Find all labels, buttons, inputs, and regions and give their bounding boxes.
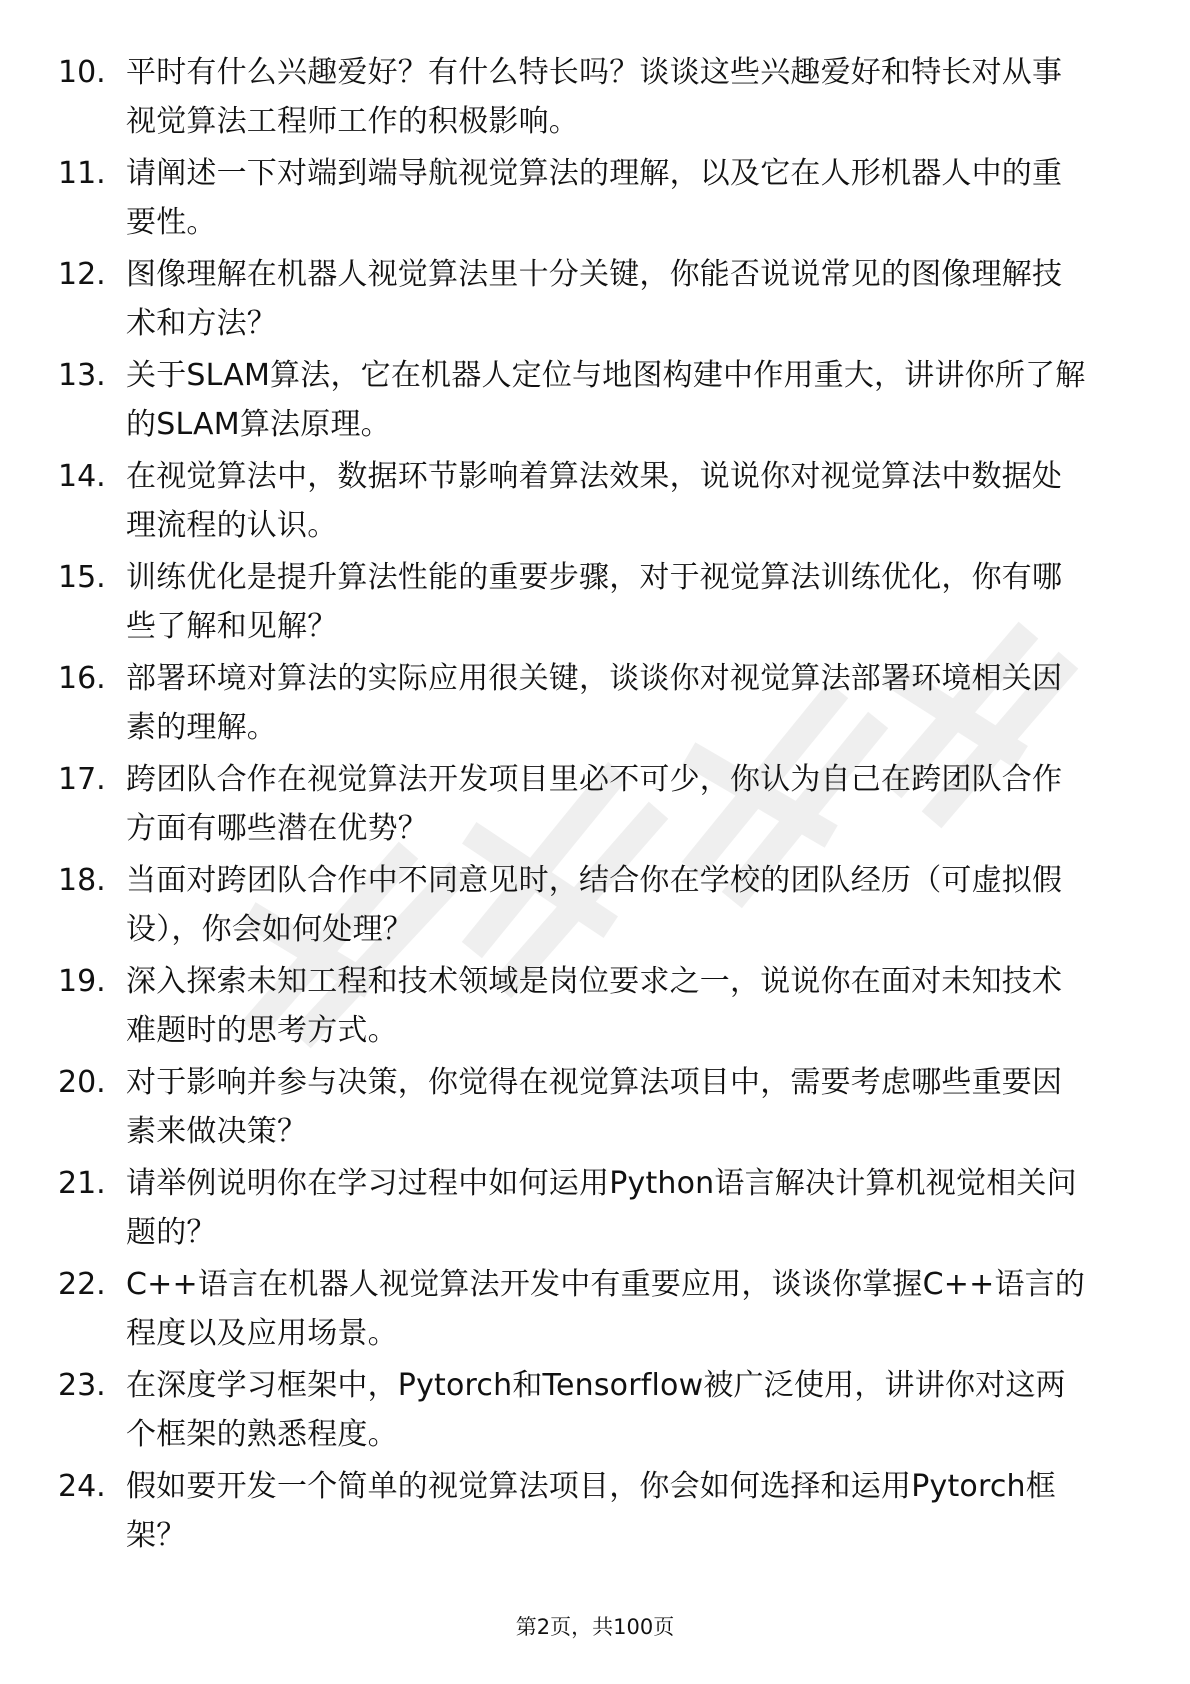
question-text: 当面对跨团队合作中不同意见时，结合你在学校的团队经历（可虚拟假设），你会如何处理？ (126, 863, 1063, 947)
question-text: 部署环境对算法的实际应用很关键，谈谈你对视觉算法部署环境相关因素的理解。 (126, 661, 1063, 745)
question-item (58, 856, 1108, 957)
question-number: 18. (58, 863, 106, 898)
question-text: 假如要开发一个简单的视觉算法项目，你会如何选择和运用Pytorch框架？ (126, 1469, 1056, 1553)
question-item (58, 1260, 1108, 1361)
question-item (58, 149, 1108, 250)
question-text: 对于影响并参与决策，你觉得在视觉算法项目中，需要考虑哪些重要因素来做决策？ (126, 1065, 1063, 1149)
question-number: 23. (58, 1368, 106, 1403)
question-number: 10. (58, 55, 106, 90)
question-number: 22. (58, 1267, 106, 1302)
question-item (58, 48, 1108, 149)
question-text: 关于SLAM算法，它在机器人定位与地图构建中作用重大，讲讲你所了解的SLAM算法原理。 (126, 358, 1086, 442)
question-number: 12. (58, 257, 106, 292)
question-number: 19. (58, 964, 106, 999)
question-text: 在视觉算法中，数据环节影响着算法效果，说说你对视觉算法中数据处理流程的认识。 (126, 459, 1063, 543)
question-text: 平时有什么兴趣爱好？有什么特长吗？谈谈这些兴趣爱好和特长对从事视觉算法工程师工作的积极影响。 (126, 55, 1063, 139)
question-text: 训练优化是提升算法性能的重要步骤，对于视觉算法训练优化，你有哪些了解和见解？ (126, 560, 1063, 644)
question-item (58, 452, 1108, 553)
question-item (58, 250, 1108, 351)
question-text: 请举例说明你在学习过程中如何运用Python语言解决计算机视觉相关问题的？ (126, 1166, 1077, 1250)
question-item (58, 351, 1108, 452)
question-text: 请阐述一下对端到端导航视觉算法的理解，以及它在人形机器人中的重要性。 (126, 156, 1063, 240)
question-number: 11. (58, 156, 106, 191)
question-number: 21. (58, 1166, 106, 1201)
question-number: 20. (58, 1065, 106, 1100)
question-number: 13. (58, 358, 106, 393)
question-text: 在深度学习框架中，Pytorch和Tensorflow被广泛使用，讲讲你对这两个框架的熟悉程度。 (126, 1368, 1066, 1452)
question-item (58, 1159, 1108, 1260)
question-number: 14. (58, 459, 106, 494)
question-item (58, 1462, 1108, 1563)
question-list (58, 48, 1108, 1563)
question-item (58, 1361, 1108, 1462)
question-text: 深入探索未知工程和技术领域是岗位要求之一，说说你在面对未知技术难题时的思考方式。 (126, 964, 1063, 1048)
page-footer: 第2页，共100页 (515, 1615, 675, 1639)
question-text: 跨团队合作在视觉算法开发项目里必不可少，你认为自己在跨团队合作方面有哪些潜在优势？ (126, 762, 1063, 846)
question-text: 图像理解在机器人视觉算法里十分关键，你能否说说常见的图像理解技术和方法？ (126, 257, 1063, 341)
question-text: C++语言在机器人视觉算法开发中有重要应用，谈谈你掌握C++语言的程度以及应用场景。 (126, 1267, 1086, 1351)
question-item (58, 755, 1108, 856)
question-number: 17. (58, 762, 106, 797)
question-item (58, 1058, 1108, 1159)
question-number: 24. (58, 1469, 106, 1504)
question-item (58, 553, 1108, 654)
question-item (58, 654, 1108, 755)
question-number: 15. (58, 560, 106, 595)
question-item (58, 957, 1108, 1058)
question-number: 16. (58, 661, 106, 696)
